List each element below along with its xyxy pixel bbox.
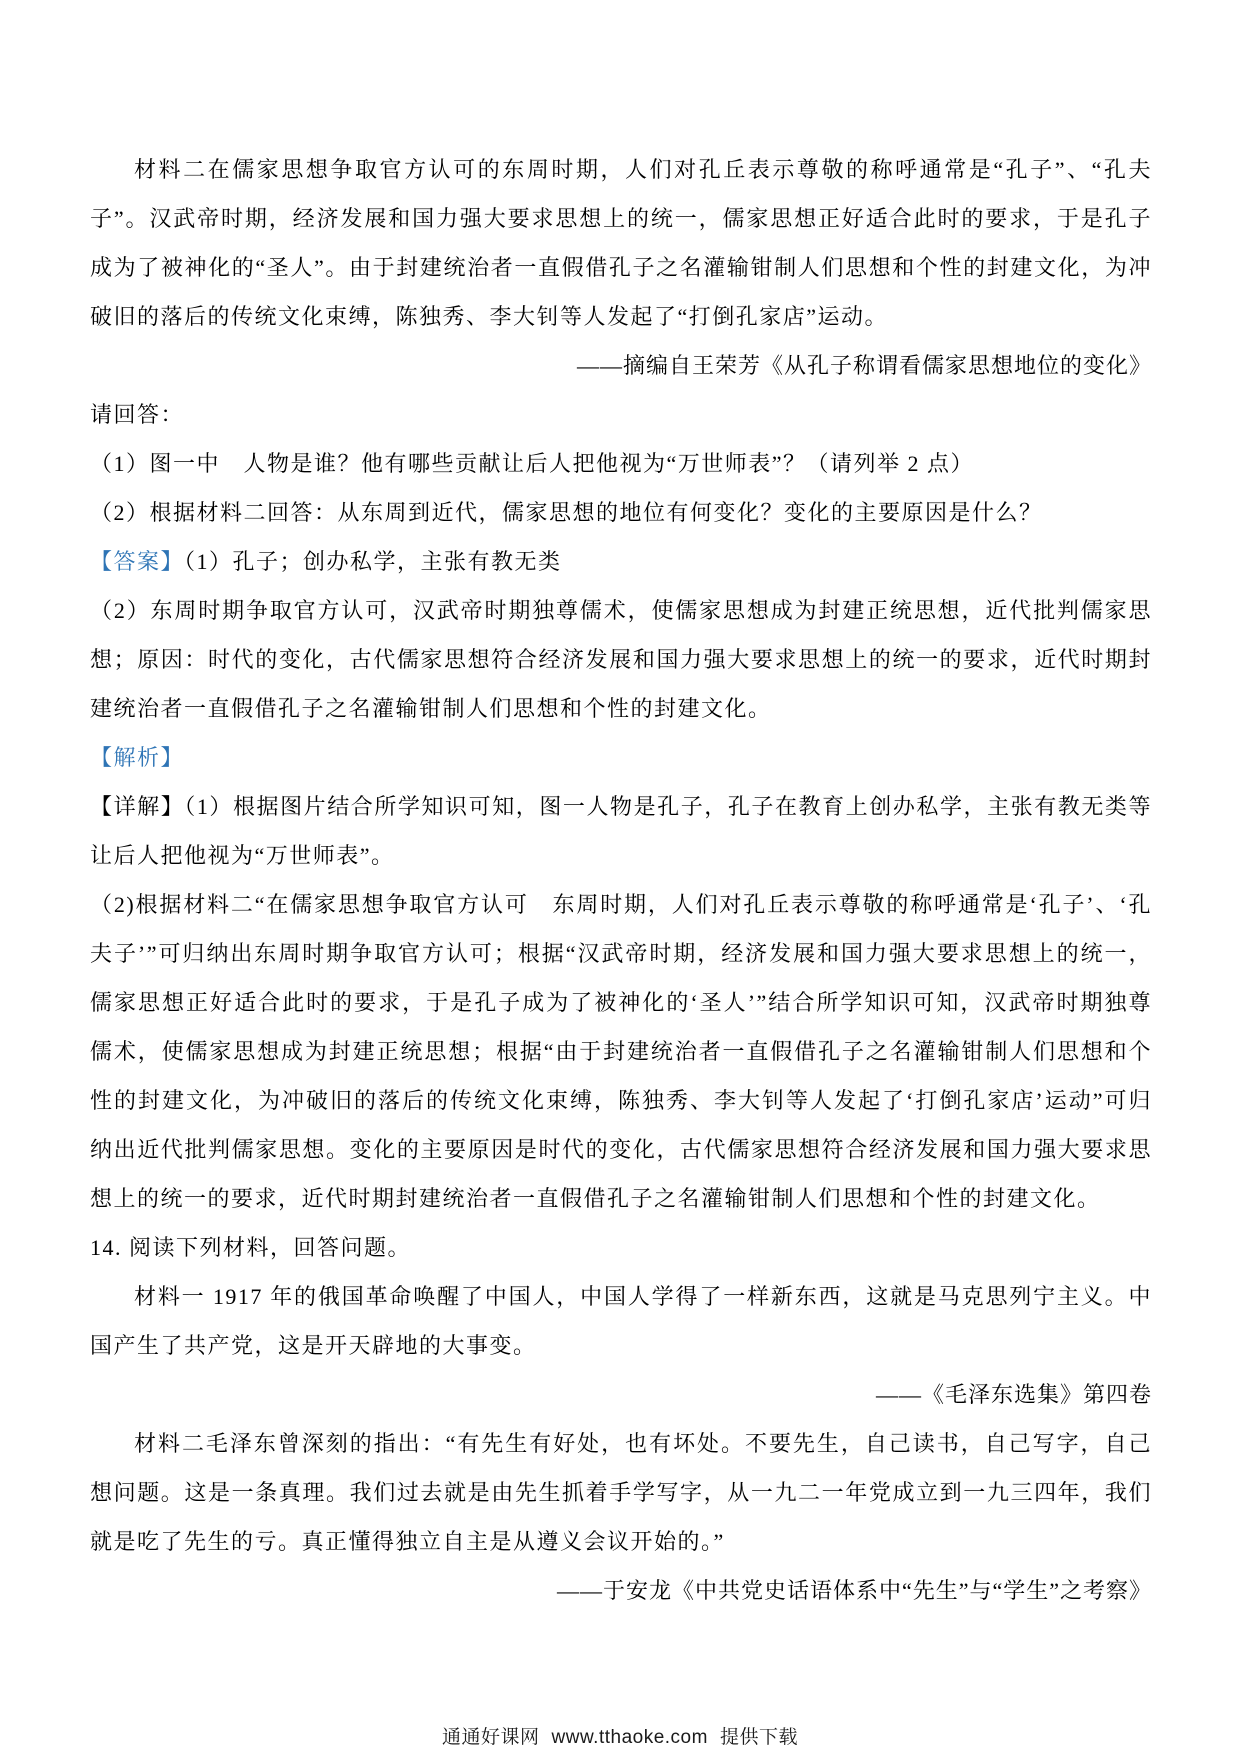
q13-material2-paragraph: 材料二在儒家思想争取官方认可的东周时期，人们对孔丘表示尊敬的称呼通常是“孔子”、“孔夫子”。汉武帝时期，经济发展和国力强大要求思想上的统一，儒家思想正好适合此时的要求，于是孔子成为了被神化的“圣人”。由于封建统治者一直假借孔子之名灌输钳制人们思想和个性的封建文化，为冲破旧的落后的传统文化束缚，陈独秀、李大钊等人发起了“打倒孔家店”运动。: [90, 157, 1152, 329]
answer-tag: 【答案】: [90, 549, 185, 574]
q14-material1-source-attribution: ——《毛泽东选集》第四卷: [875, 1382, 1152, 1407]
q14-material2-paragraph: 材料二毛泽东曾深刻的指出：“有先生有好处，也有坏处。不要先生，自己读书，自己写字，自己想问题。这是一条真理。我们过去就是由先生抓着手学写字，从一九二一年党成立到一九三四年，我们就是吃了先生的亏。真正懂得独立自主是从遵义会议开始的。”: [90, 1431, 1152, 1554]
q13-ask-prompt: 请回答：: [90, 402, 185, 427]
q13-material2-source-attribution: ——摘编自王荣芳《从孔子称谓看儒家思想地位的变化》: [576, 353, 1152, 378]
q13-sub-question-2: （2）根据材料二回答：从东周到近代，儒家思想的地位有何变化？变化的主要原因是什么？: [90, 500, 1043, 525]
q14-intro-text: 阅读下列材料，回答问题。: [129, 1235, 412, 1260]
q13-sub-question-1: （1）图一中 人物是谁？他有哪些贡献让后人把他视为“万世师表”？（请列举 2 点）: [90, 451, 975, 476]
q14-material2-source-attribution: ——于安龙《中共党史话语体系中“先生”与“学生”之考察》: [556, 1578, 1152, 1603]
q14-intro-line: [90, 1223, 1152, 1272]
q14-number: 14.: [90, 1235, 122, 1260]
q13-detail-part2-text: （2)根据材料二“在儒家思想争取官方认可 东周时期，人们对孔丘表示尊敬的称呼通常是‘孔子’、‘孔夫子’”可归纳出东周时期争取官方认可；根据“汉武帝时期，经济发展和国力强大要求思想上的统一，儒家思想正好适合此时的要求，于是孔子成为了被神化的‘圣人’”结合所学知识可知，汉武帝时期独尊儒术，使儒家思想成为封建正统思想；根据“由于封建统治者一直假借孔子之名灌输钳制人们思想和个性的封建文化，为冲破旧的落后的传统文化束缚，陈独秀、李大钊等人发起了‘打倒孔家店’运动”可归纳出近代批判儒家思想。变化的主要原因是时代的变化，古代儒家思想符合经济发展和国力强大要求思想上的统一的要求，近代时期封建统治者一直假借孔子之名灌输钳制人们思想和个性的封建文化。: [90, 892, 1152, 1211]
footer-site-url: www.tthaoke.com: [551, 1727, 708, 1748]
footer-site-name: 通通好课网: [442, 1727, 540, 1748]
q14-material1-paragraph: 材料一 1917 年的俄国革命唤醒了中国人，中国人学得了一样新东西，这就是马克思列宁主义。中国产生了共产党，这是开天辟地的大事变。: [90, 1284, 1152, 1358]
document-content: [90, 145, 1152, 1615]
footer-download-note: 提供下载: [719, 1727, 798, 1748]
analysis-tag: 【解析】: [90, 745, 185, 770]
q13-analysis-line: [90, 733, 1152, 782]
q13-answer-part2-text: （2）东周时期争取官方认可，汉武帝时期独尊儒术，使儒家思想成为封建正统思想，近代批判儒家思想；原因：时代的变化，古代儒家思想符合经济发展和国力强大要求思想上的统一的要求，近代时期封建统治者一直假借孔子之名灌输钳制人们思想和个性的封建文化。: [90, 598, 1152, 721]
detail-tag: 【详解】: [90, 794, 185, 819]
q13-answer-line: [90, 537, 1152, 586]
q13-detail-line: [90, 782, 1152, 880]
answer-part1-text: （1）孔子；创办私学，主张有教无类: [184, 549, 562, 574]
detail-part1-text: （1）根据图片结合所学知识可知，图一人物是孔子，孔子在教育上创办私学，主张有教无类等让后人把他视为“万世师表”。: [90, 794, 1152, 868]
page-footer: [0, 1722, 1240, 1749]
